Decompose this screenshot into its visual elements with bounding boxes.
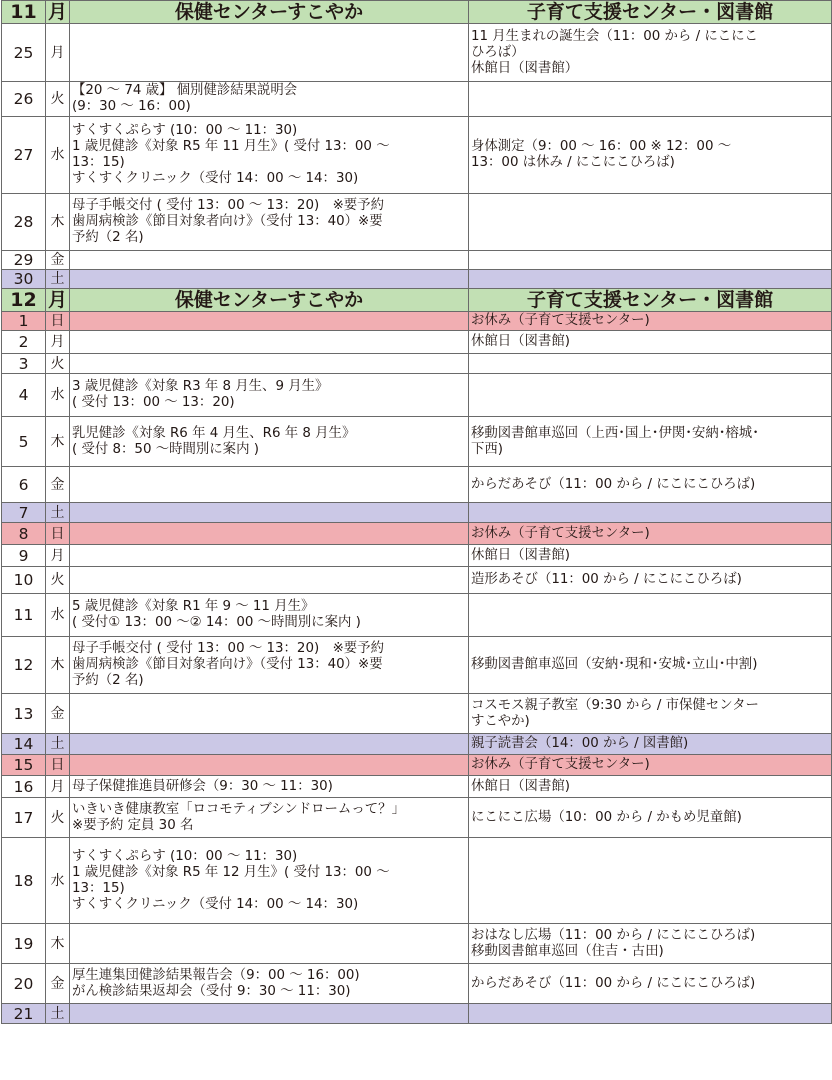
support-center-library-events <box>469 82 832 117</box>
schedule-table <box>1 0 832 1024</box>
health-center-events <box>70 637 469 694</box>
health-center-events <box>70 1004 469 1024</box>
day-number: 16 <box>2 776 46 798</box>
day-of-week: 月 <box>46 545 70 567</box>
day-row <box>2 503 832 523</box>
support-center-library-events <box>469 194 832 251</box>
event-line: すくすくぷらす (10：00 ～ 11：30) <box>72 848 298 864</box>
event-line: 11 月生まれの誕生会（11：00 から / にこにこ <box>471 28 758 44</box>
health-center-events <box>70 467 469 503</box>
schedule-body <box>2 1 832 1024</box>
support-center-library-events <box>469 354 832 374</box>
support-center-library-events <box>469 567 832 594</box>
day-row <box>2 467 832 503</box>
month-unit: 月 <box>46 289 70 312</box>
day-row <box>2 117 832 194</box>
day-number: 27 <box>2 117 46 194</box>
event-line: お休み（子育て支援センター) <box>471 313 650 328</box>
health-center-events <box>70 694 469 734</box>
health-center-events <box>70 270 469 289</box>
event-line: 休館日（図書館) <box>471 334 570 349</box>
event-line: 休館日（図書館) <box>471 778 570 794</box>
health-center-events <box>70 354 469 374</box>
event-line: 下西) <box>471 441 504 457</box>
event-line: 母子手帳交付 ( 受付 13：00 ～ 13：20) ※要予約 <box>72 198 384 213</box>
event-line: 1 歳児健診《対象 R5 年 12 月生》( 受付 13：00 ～ <box>72 864 390 880</box>
support-center-library-events <box>469 1004 832 1024</box>
day-of-week: 土 <box>46 270 70 289</box>
support-center-library-events <box>469 417 832 467</box>
column-header-support-center-library: 子育て支援センター・図書館 <box>469 1 832 24</box>
day-number: 29 <box>2 251 46 270</box>
day-row <box>2 924 832 964</box>
day-of-week: 日 <box>46 523 70 545</box>
health-center-events <box>70 755 469 776</box>
day-number: 2 <box>2 331 46 354</box>
day-row <box>2 545 832 567</box>
event-line: 歯周病検診《節目対象者向け》（受付 13：40）※要 <box>72 657 383 672</box>
health-center-events <box>70 924 469 964</box>
health-center-events <box>70 545 469 567</box>
support-center-library-events <box>469 755 832 776</box>
event-line: 造形あそび（11：00 から / にこにこひろば) <box>471 572 742 587</box>
day-row <box>2 354 832 374</box>
day-of-week: 日 <box>46 755 70 776</box>
day-row <box>2 312 832 331</box>
event-line: お休み（子育て支援センター) <box>471 525 650 541</box>
event-line: (9：30 ～ 16：00) <box>72 99 191 114</box>
day-of-week: 火 <box>46 354 70 374</box>
health-center-events <box>70 117 469 194</box>
health-center-events <box>70 594 469 637</box>
column-header-health-center: 保健センターすこやか <box>70 289 469 312</box>
month-number: 12 <box>2 289 46 312</box>
support-center-library-events <box>469 594 832 637</box>
support-center-library-events <box>469 545 832 567</box>
event-line: お休み（子育て支援センター) <box>471 757 650 772</box>
event-line: 5 歳児健診《対象 R1 年 9 ～ 11 月生》 <box>72 599 315 614</box>
support-center-library-events <box>469 331 832 354</box>
day-number: 13 <box>2 694 46 734</box>
health-center-events <box>70 523 469 545</box>
event-line: がん検診結果返却会（受付 9：30 ～ 11：30) <box>72 983 351 999</box>
support-center-library-events <box>469 776 832 798</box>
day-row <box>2 523 832 545</box>
day-number: 26 <box>2 82 46 117</box>
day-row <box>2 798 832 838</box>
support-center-library-events <box>469 467 832 503</box>
support-center-library-events <box>469 251 832 270</box>
day-of-week: 火 <box>46 798 70 838</box>
health-center-events <box>70 312 469 331</box>
event-line: 休館日（図書館） <box>471 60 579 76</box>
month-number: 11 <box>2 1 46 24</box>
day-row <box>2 694 832 734</box>
day-row <box>2 567 832 594</box>
month-unit: 月 <box>46 1 70 24</box>
day-of-week: 木 <box>46 924 70 964</box>
event-line: からだあそび（11：00 から / にこにこひろば) <box>471 975 756 991</box>
health-center-events <box>70 24 469 82</box>
support-center-library-events <box>469 964 832 1004</box>
health-center-events <box>70 194 469 251</box>
health-center-events <box>70 776 469 798</box>
support-center-library-events <box>469 503 832 523</box>
day-row <box>2 82 832 117</box>
event-line: 乳児健診《対象 R6 年 4 月生、R6 年 8 月生》 <box>72 425 356 441</box>
event-line: おはなし広場（11：00 から / にこにこひろば) <box>471 927 756 943</box>
day-of-week: 土 <box>46 734 70 755</box>
support-center-library-events <box>469 117 832 194</box>
day-number: 10 <box>2 567 46 594</box>
day-of-week: 木 <box>46 194 70 251</box>
day-number: 5 <box>2 417 46 467</box>
event-line: ( 受付 13：00 ～ 13：20) <box>72 395 235 410</box>
event-line: すこやか) <box>471 713 530 729</box>
day-row <box>2 24 832 82</box>
day-number: 21 <box>2 1004 46 1024</box>
event-line: ※要予約 定員 30 名 <box>72 817 194 833</box>
day-number: 25 <box>2 24 46 82</box>
event-line: 母子手帳交付 ( 受付 13：00 ～ 13：20) ※要予約 <box>72 641 384 656</box>
event-line: 移動図書館車巡回（住吉・古田) <box>471 943 664 959</box>
health-center-events <box>70 567 469 594</box>
day-number: 3 <box>2 354 46 374</box>
day-number: 17 <box>2 798 46 838</box>
support-center-library-events <box>469 798 832 838</box>
event-line: 3 歳児健診《対象 R3 年 8 月生、9 月生》 <box>72 379 329 394</box>
event-line: ( 受付① 13：00 ～② 14：00 ～時間別に案内 ) <box>72 615 361 630</box>
event-line: 厚生連集団健診結果報告会（9：00 ～ 16：00) <box>72 967 360 983</box>
support-center-library-events <box>469 374 832 417</box>
day-number: 20 <box>2 964 46 1004</box>
day-number: 11 <box>2 594 46 637</box>
health-center-events <box>70 798 469 838</box>
day-row <box>2 194 832 251</box>
day-number: 9 <box>2 545 46 567</box>
event-line: 1 歳児健診《対象 R5 年 11 月生》( 受付 13：00 ～ <box>72 139 390 154</box>
event-line: ( 受付 8：50 ～時間別に案内 ) <box>72 441 259 457</box>
day-number: 15 <box>2 755 46 776</box>
event-line: 13：15) <box>72 880 125 896</box>
day-number: 30 <box>2 270 46 289</box>
day-row <box>2 251 832 270</box>
day-of-week: 木 <box>46 637 70 694</box>
day-of-week: 土 <box>46 503 70 523</box>
support-center-library-events <box>469 24 832 82</box>
day-row <box>2 331 832 354</box>
event-line: 歯周病検診《節目対象者向け》（受付 13：40）※要 <box>72 214 383 229</box>
support-center-library-events <box>469 312 832 331</box>
event-line: すくすくクリニック（受付 14：00 ～ 14：30) <box>72 171 359 186</box>
day-of-week: 金 <box>46 251 70 270</box>
event-line: にこにこ広場（10：00 から / かもめ児童館) <box>471 809 742 825</box>
health-center-events <box>70 417 469 467</box>
day-of-week: 金 <box>46 964 70 1004</box>
event-line: 移動図書館車巡回（上西･国上･伊関･安納･榕城･ <box>471 425 759 441</box>
day-row <box>2 1004 832 1024</box>
day-of-week: 木 <box>46 417 70 467</box>
day-row <box>2 734 832 755</box>
health-center-events <box>70 838 469 924</box>
event-line: ひろば） <box>471 44 525 60</box>
day-of-week: 水 <box>46 838 70 924</box>
day-of-week: 火 <box>46 567 70 594</box>
event-line: すくすくぷらす (10：00 ～ 11：30) <box>72 123 298 138</box>
day-of-week: 月 <box>46 331 70 354</box>
event-line: 休館日（図書館) <box>471 547 570 563</box>
day-of-week: 水 <box>46 374 70 417</box>
day-of-week: 日 <box>46 312 70 331</box>
event-line: 予約（2 名) <box>72 673 144 688</box>
day-of-week: 火 <box>46 82 70 117</box>
column-header-support-center-library: 子育て支援センター・図書館 <box>469 289 832 312</box>
day-row <box>2 594 832 637</box>
day-of-week: 金 <box>46 694 70 734</box>
day-of-week: 土 <box>46 1004 70 1024</box>
event-line: 13：15) <box>72 155 125 170</box>
day-number: 14 <box>2 734 46 755</box>
event-line: いきいき健康教室「ロコモティブシンドロームって？」 <box>72 801 405 817</box>
event-line: からだあそび（11：00 から / にこにこひろば) <box>471 476 756 492</box>
support-center-library-events <box>469 694 832 734</box>
health-center-events <box>70 964 469 1004</box>
event-line: 13：00 は休み / にこにこひろば) <box>471 155 675 170</box>
day-of-week: 水 <box>46 594 70 637</box>
support-center-library-events <box>469 734 832 755</box>
event-line: 【20 ～ 74 歳】 個別健診結果説明会 <box>72 83 298 98</box>
event-line: 親子読書会（14：00 から / 図書館) <box>471 736 689 751</box>
day-number: 6 <box>2 467 46 503</box>
support-center-library-events <box>469 637 832 694</box>
day-of-week: 金 <box>46 467 70 503</box>
day-number: 7 <box>2 503 46 523</box>
day-of-week: 水 <box>46 117 70 194</box>
day-number: 8 <box>2 523 46 545</box>
day-number: 12 <box>2 637 46 694</box>
health-center-events <box>70 734 469 755</box>
day-row <box>2 776 832 798</box>
health-center-events <box>70 331 469 354</box>
month-header-row <box>2 289 832 312</box>
health-center-events <box>70 503 469 523</box>
month-header-row <box>2 1 832 24</box>
support-center-library-events <box>469 838 832 924</box>
support-center-library-events <box>469 924 832 964</box>
event-line: 予約（2 名) <box>72 230 144 245</box>
day-row <box>2 838 832 924</box>
event-line: 身体測定（9：00 ～ 16：00 ※ 12：00 ～ <box>471 139 732 154</box>
event-line: コスモス親子教室（9:30 から / 市保健センター <box>471 697 759 713</box>
day-row <box>2 755 832 776</box>
column-header-health-center: 保健センターすこやか <box>70 1 469 24</box>
day-of-week: 月 <box>46 776 70 798</box>
event-line: 移動図書館車巡回（安納･現和･安城･立山･中割) <box>471 657 758 672</box>
day-row <box>2 270 832 289</box>
day-row <box>2 637 832 694</box>
day-number: 28 <box>2 194 46 251</box>
support-center-library-events <box>469 523 832 545</box>
event-line: 母子保健推進員研修会（9：30 ～ 11：30) <box>72 778 333 794</box>
health-center-events <box>70 251 469 270</box>
day-row <box>2 964 832 1004</box>
health-center-events <box>70 82 469 117</box>
day-number: 4 <box>2 374 46 417</box>
day-number: 1 <box>2 312 46 331</box>
day-row <box>2 417 832 467</box>
day-of-week: 月 <box>46 24 70 82</box>
day-row <box>2 374 832 417</box>
event-line: すくすくクリニック（受付 14：00 ～ 14：30) <box>72 896 359 912</box>
support-center-library-events <box>469 270 832 289</box>
day-number: 19 <box>2 924 46 964</box>
health-center-events <box>70 374 469 417</box>
day-number: 18 <box>2 838 46 924</box>
